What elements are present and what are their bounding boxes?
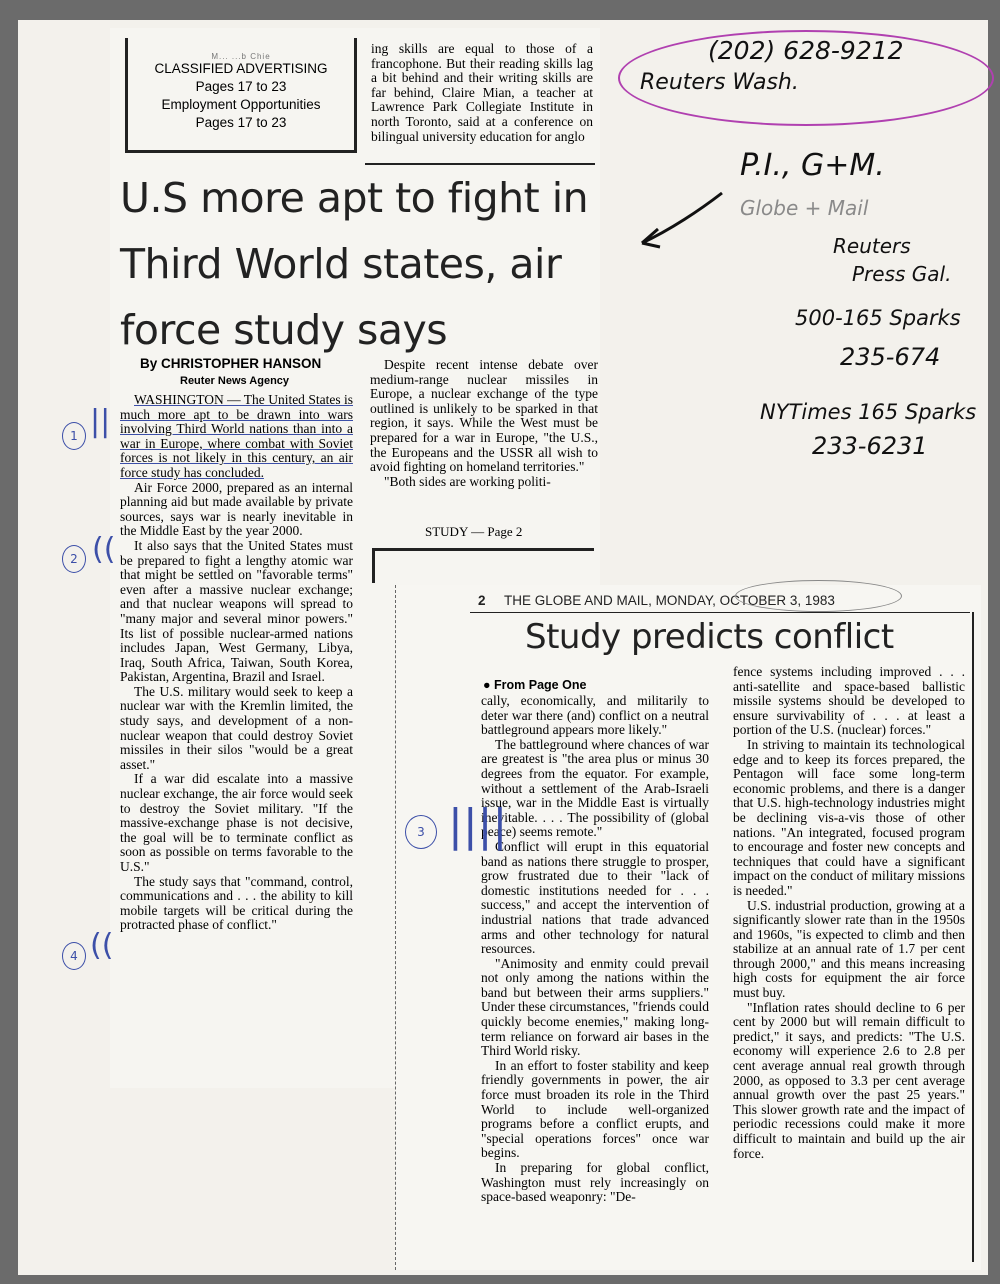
handwritten-reuters-wash: Reuters Wash. (640, 70, 799, 95)
classified-line-2: Pages 17 to 23 (195, 79, 287, 94)
partial-box-left (372, 548, 375, 583)
handwritten-sparks-1: 500-165 Sparks (795, 306, 961, 330)
continued-note: STUDY — Page 2 (425, 524, 523, 539)
paragraph: WASHINGTON — The United States is much more apt to be drawn into wars involving Third World nations than into a war in Europe, where combat with Soviet forces is not likely in this century, an air force study has concluded. (120, 393, 353, 480)
bracket-3: |||| (448, 800, 508, 851)
handwritten-phone: (202) 628-9212 (708, 36, 904, 65)
handwritten-reuters: Reuters (833, 234, 911, 258)
margin-mark-1: 1 (62, 422, 86, 450)
paragraph: "Animosity and enmity could prevail not only among the nations within the band but between their arms suppliers." Under these circumstances, "friends could quickly become enemies," making long-term reliance on forward air bases in the Third World risky. (481, 955, 709, 1059)
paragraph: Air Force 2000, prepared as an internal planning aid but made available by private sources, says war is nearly inevitable in the Middle East by the year 2000. (120, 479, 353, 539)
paragraph: In preparing for global conflict, Washington must rely increasingly on space-based weaponry: "De- (481, 1160, 709, 1205)
side-snippet (371, 42, 593, 160)
article1-col1 (120, 393, 353, 1043)
paragraph: Despite recent intense debate over medium-range nuclear missiles in Europe, a nuclear exchange of the type outlined is unlikely to be sparked in that region, it says. While the West must be prepared for a war in Europe, "the U.S., the Europeans and the USSR all wish to avoid fighting on homeland territories." (370, 358, 598, 475)
handwritten-globe: Globe + Mail (740, 196, 869, 220)
classified-line-1: CLASSIFIED ADVERTISING (154, 61, 328, 76)
paragraph: Conflict will erupt in this equatorial band as nations there struggle to prosper, grow frustrated due to their "lack of domestic institutions needed for . . . success," and accept the intervention of industrial nations that trade advanced arms and other technology for natural resources. (481, 838, 709, 957)
margin-mark-3: 3 (405, 815, 437, 849)
handwritten-number-2: 233-6231 (812, 432, 928, 460)
col-rule (972, 612, 974, 1262)
bracket-4: (( (90, 928, 114, 963)
paragraph: The battleground where chances of war are greatest is "the area plus or minus 30 degrees from the equator. For example, without a settlement of the Arab-Israeli issue, war in the Middle East is virtually inevitable. . . . The possibility of (global peace) seems remote." (481, 736, 709, 840)
paragraph: If a war did escalate into a massive nuclear exchange, the air force would seek to destroy the Soviet military. "If the massive-exchange phase is not decisive, the goal will be to terminate conflict as soon as possible on terms favorable to the U.S." (120, 771, 353, 874)
article1-col2 (370, 358, 598, 518)
article2-col2 (733, 665, 965, 1260)
article2-col1 (481, 694, 709, 1262)
paragraph: "Inflation rates should decline to 6 per cent by 2000 but will remain difficult to predict," it says, and predicts: "The U.S. economy will experience 2.6 to 2.8 per cent average annual real growth through 2000, as opposed to 3.3 per cent average annual growth over the past 25 years." This slower growth rate and the impact of periodic recessions could make it more difficult to maintain and build up the air force. (733, 999, 965, 1161)
from-page-one: ● From Page One (483, 678, 587, 692)
handwritten-press: Press Gal. (852, 262, 952, 286)
page-number: 2 (478, 593, 486, 608)
margin-mark-2: 2 (62, 545, 86, 573)
arrow-icon (630, 185, 730, 255)
classified-line-3: Employment Opportunities (161, 97, 321, 112)
paragraph: U.S. industrial production, growing at a significantly slower rate than in the 1950s and 1960s, "is expected to climb and then stabilize at an annual rate of 1.7 per cent through 2000," and this means increasing high costs for equipment the air force must buy. (733, 897, 965, 1001)
paragraph: The study says that "command, control, communications and . . . the ability to kill mobile targets will be critical during the protracted phase of conflict." (120, 873, 353, 933)
dateline-rule (470, 612, 970, 613)
side-snippet-text: ing skills are equal to those of a francophone. But their reading skills lag a bit behind and their writing skills are far behind, Claire Mian, a teacher at Lawrence Park Collegiate Institute in north Toronto, said at a conference on bilingual university education for anglo (371, 42, 593, 144)
headline: U.S more apt to fight in Third World states, air force study says (120, 174, 589, 354)
agency: Reuter News Agency (180, 375, 290, 387)
paragraph: In striving to maintain its technological edge and to keep its forces prepared, the Pentagon will face some long-term economic problems, and there is a danger that U.S. high-technology industries might be declining vis-a-vis those of other nations. "An integrated, focused program to encourage and foster new concepts and techniques that could have a significant impact on the conduct of military missions is needed." (733, 736, 965, 898)
headline-2: Study predicts conflict (525, 617, 894, 657)
byline: By CHRISTOPHER HANSON (140, 356, 322, 371)
paragraph: cally, economically, and militarily to deter war there (and) conflict on a neutral battleground appears more likely." (481, 694, 709, 738)
paragraph: In an effort to foster stability and keep friendly governments in power, the air force must broaden its role in the Third World to include well-organized programs before a conflict erupts, and "special operations forces" once war begins. (481, 1057, 709, 1161)
date-oval (735, 580, 902, 612)
classified-line-4: Pages 17 to 23 (195, 115, 287, 130)
dateline (478, 593, 978, 608)
classified-box (125, 38, 357, 153)
paragraph: The U.S. military would seek to keep a nuclear war with the Kremlin limited, the study says, and development of a non-nuclear weapon that could destroy Soviet missiles in their silos "would be a great asset." (120, 683, 353, 772)
paragraph: It also says that the United States must be prepared to fight a lengthy atomic war that might be settled on "favorable terms" even after a massive nuclear exchange; and that nuclear weapons will spread to "many major and several minor powers." Its list of possible nuclear-armed nations includes Japan, West Germany, Libya, Iraq, South Africa, Taiwan, South Korea, Pakistan, Argentina, Brazil and Israel. (120, 537, 353, 685)
margin-mark-4: 4 (62, 942, 86, 970)
dateline-text: THE GLOBE AND MAIL, MONDAY, OCTOBER 3, 1983 (504, 593, 835, 608)
partial-box-top (372, 548, 594, 551)
handwritten-pi: P.I., G+M. (740, 148, 885, 183)
bracket-2: (( (92, 532, 116, 567)
handwritten-number-1: 235-674 (840, 343, 941, 371)
paragraph: fence systems including improved . . . anti-satellite and space-based ballistic missile systems should be developed to ensure survivability of . . . at least a portion of the U.S. (nuclear) forces." (733, 665, 965, 738)
classified-top: M... ...b Chie (211, 52, 271, 61)
bracket-1: || (90, 404, 111, 439)
paragraph: "Both sides are working politi- (384, 473, 551, 489)
handwritten-nytimes: NYTimes 165 Sparks (760, 400, 977, 424)
